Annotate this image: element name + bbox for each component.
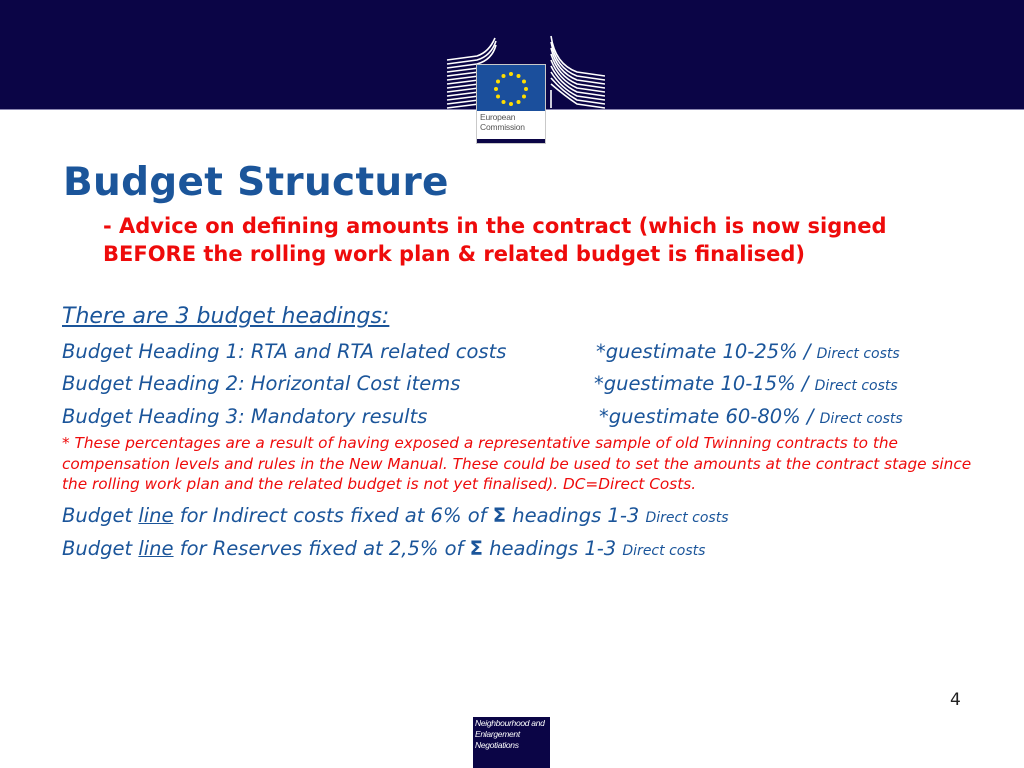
line-prefix: Budget (62, 504, 139, 527)
estimate-text: *guestimate 60-80% / (599, 405, 814, 428)
logo-line-european: European (480, 112, 516, 122)
budget-heading-2 (62, 371, 898, 397)
heading-estimate (594, 371, 898, 399)
page-subtitle: - Advice on defining amounts in the contract (which is now signed BEFORE the rolling work plan & related budget is finalised) (103, 214, 887, 266)
line-underlined: line (138, 537, 174, 560)
heading-estimate (596, 339, 900, 367)
logo-bottom-bar (477, 139, 545, 143)
estimate-text: *guestimate 10-25% / (596, 340, 811, 363)
line-prefix: Budget (62, 537, 139, 560)
line-middle: for Indirect costs fixed at 6% of (173, 504, 493, 527)
line-suffix: headings 1-3 (482, 537, 623, 560)
dg-line-1: Neighbourhood and (475, 718, 545, 728)
line-suffix: headings 1-3 (506, 504, 646, 527)
logo-line-commission: Commission (480, 122, 525, 132)
heading-label: Budget Heading 3: Mandatory results (62, 405, 428, 428)
logo-text (480, 112, 525, 132)
dg-line-2: Enlargement (475, 729, 520, 739)
heading-label: Budget Heading 2: Horizontal Cost items (62, 372, 461, 395)
eu-flag-icon (477, 65, 545, 111)
line-unit: Direct costs (622, 543, 706, 559)
page-number: 4 (950, 690, 961, 710)
percentages-footnote: * These percentages are a result of having exposed a representative sample of old Twinning contracts to the compensation levels and rules in the New Manual. These could be used to set the amounts at the contract stage since the rolling work plan and the related budget is not yet finalised). DC=Direct Costs. (62, 434, 972, 493)
heading-estimate (599, 404, 903, 432)
estimate-text: *guestimate 10-15% / (594, 372, 809, 395)
line-unit: Direct costs (645, 510, 729, 526)
line-underlined: line (138, 504, 174, 527)
european-commission-logo (476, 64, 546, 144)
dg-label (475, 718, 545, 751)
indirect-costs-line (62, 503, 729, 531)
estimate-unit: Direct costs (814, 378, 898, 394)
sigma-icon: Σ (492, 504, 507, 527)
heading-label: Budget Heading 1: RTA and RTA related costs (62, 340, 507, 363)
page-title: Budget Structure (63, 160, 449, 205)
headings-intro: There are 3 budget headings: (62, 304, 390, 329)
sigma-icon: Σ (469, 537, 483, 560)
estimate-unit: Direct costs (816, 346, 900, 362)
line-middle: for Reserves fixed at 2,5% of (173, 537, 470, 560)
budget-heading-3 (62, 404, 903, 430)
dg-line-3: Negotiations (475, 740, 519, 750)
reserves-line (62, 536, 705, 564)
dg-near-logo (473, 717, 550, 768)
budget-heading-1 (62, 339, 900, 365)
estimate-unit: Direct costs (819, 411, 903, 427)
